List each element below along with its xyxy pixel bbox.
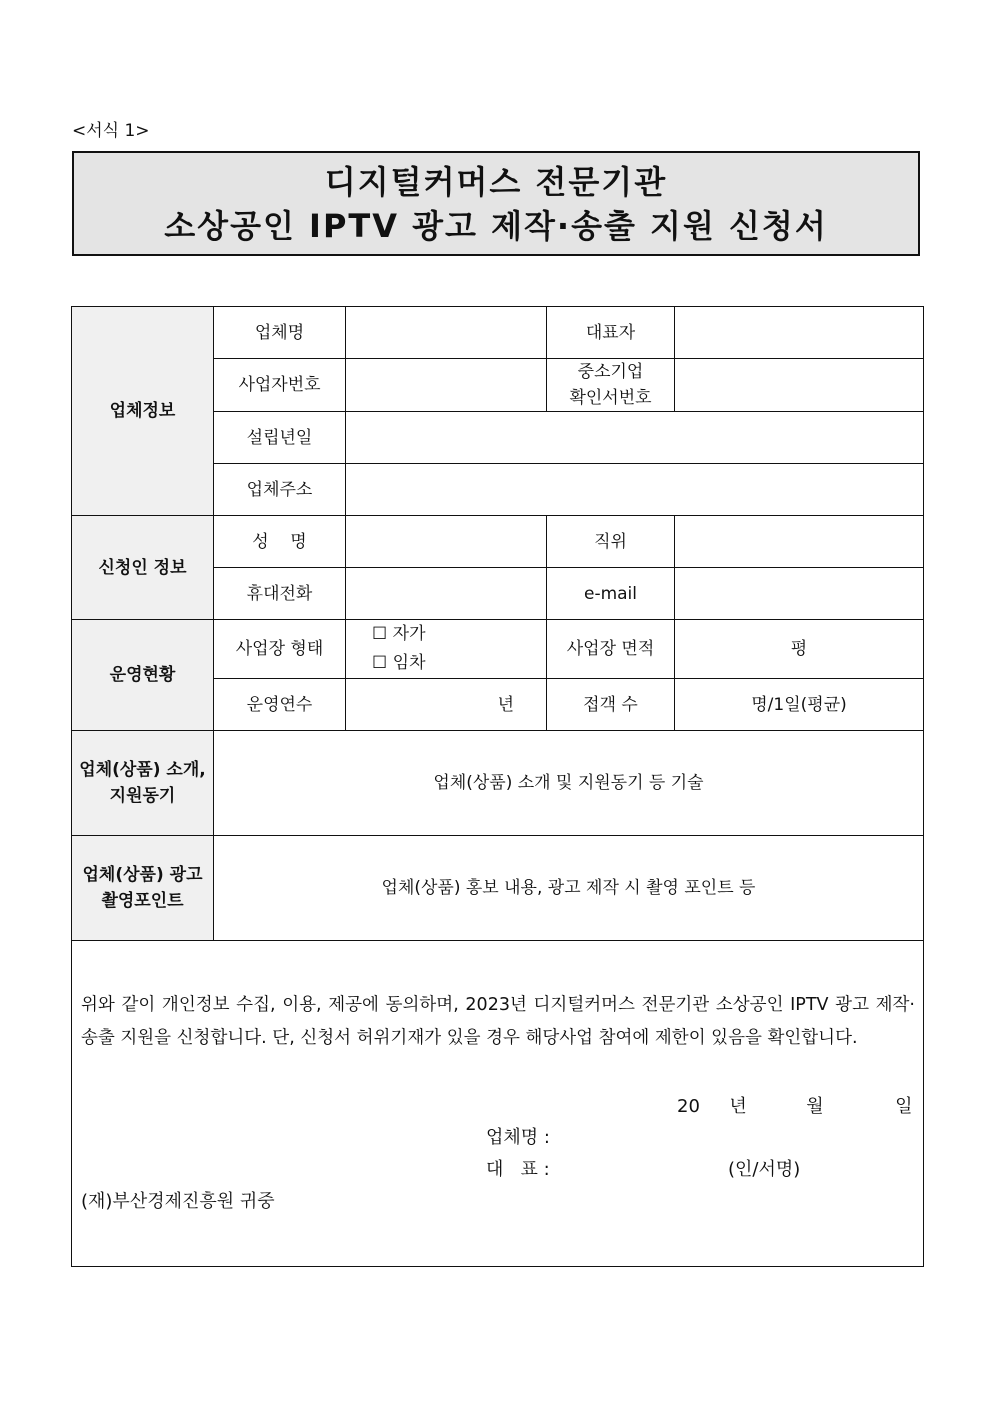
input-address[interactable] <box>346 464 924 516</box>
title-line-1: 디지털커머스 전문기관 <box>324 162 668 201</box>
section-company-info: 업체정보 <box>72 307 214 516</box>
seal-signature[interactable]: (인/서명) <box>728 1159 801 1180</box>
input-representative[interactable] <box>675 307 924 359</box>
input-position[interactable] <box>675 516 924 568</box>
rep-sign-label: 대 표 : <box>486 1159 550 1180</box>
label-workplace-type: 사업장 형태 <box>214 620 346 679</box>
option-lease-label: 임차 <box>392 653 426 673</box>
section-applicant-info: 신청인 정보 <box>72 516 214 620</box>
title-box <box>72 151 920 256</box>
ad-placeholder: 업체(상품) 홍보 내용, 광고 제작 시 촬영 포인트 등 <box>381 878 756 898</box>
section-intro-line-1: 업체(상품) 소개, <box>79 760 206 780</box>
label-representative: 대표자 <box>547 307 675 359</box>
section-intro <box>72 731 214 836</box>
years-unit: 년 <box>497 694 514 715</box>
date-year: 20 <box>677 1096 700 1117</box>
customers-unit: 명/1일(평균) <box>751 694 847 715</box>
intro-placeholder: 업체(상품) 소개 및 지원동기 등 기술 <box>433 773 704 793</box>
area-unit: 평 <box>790 639 808 659</box>
input-email[interactable] <box>675 568 924 620</box>
recipient: (재)부산경제진흥원 귀중 <box>81 1191 275 1212</box>
label-customers: 접객 수 <box>547 679 675 731</box>
input-founded[interactable] <box>346 412 924 464</box>
section-ad-line-1: 업체(상품) 광고 <box>82 865 203 885</box>
input-years-operated[interactable] <box>346 679 547 731</box>
label-name: 성 명 <box>214 516 346 568</box>
date-year-unit: 년 <box>729 1096 747 1117</box>
declaration-text: 위와 같이 개인정보 수집, 이용, 제공에 동의하며, 2023년 디지털커머스 전문기관 소상공인 IPTV 광고 제작·송출 지원을 신청합니다. 단, 신청서 허위기재가 있을 경우 해당사업 참여에 제한이 있음을 확인합니다. <box>81 995 915 1048</box>
option-own[interactable] <box>372 620 546 649</box>
label-email: e-mail <box>547 568 675 620</box>
input-sme-certificate[interactable] <box>675 359 924 412</box>
title-line-2: 소상공인 IPTV 광고 제작·송출 지원 신청서 <box>164 206 828 245</box>
company-sign-label: 업체명 : <box>486 1127 550 1148</box>
label-sme-line-1: 중소기업 <box>577 362 644 382</box>
label-years-operated: 운영연수 <box>214 679 346 731</box>
form-number-label: <서식 1> <box>72 121 150 141</box>
label-business-number: 사업자번호 <box>214 359 346 412</box>
section-operation-status: 운영현황 <box>72 620 214 731</box>
declaration-block <box>72 941 924 1267</box>
option-own-label: 자가 <box>392 624 426 644</box>
date-line <box>677 1094 912 1120</box>
label-founded: 설립년일 <box>214 412 346 464</box>
input-workplace-area[interactable] <box>675 620 924 679</box>
date-month-unit: 월 <box>806 1096 824 1117</box>
label-address: 업체주소 <box>214 464 346 516</box>
input-name[interactable] <box>346 516 547 568</box>
input-company-name[interactable] <box>346 307 547 359</box>
label-sme-line-2: 확인서번호 <box>569 388 652 408</box>
label-workplace-area: 사업장 면적 <box>547 620 675 679</box>
input-mobile[interactable] <box>346 568 547 620</box>
section-ad-points <box>72 836 214 941</box>
input-customers[interactable] <box>675 679 924 731</box>
label-sme-certificate <box>547 359 675 412</box>
workplace-type-options <box>346 620 547 679</box>
input-business-number[interactable] <box>346 359 547 412</box>
label-mobile: 휴대전화 <box>214 568 346 620</box>
label-position: 직위 <box>547 516 675 568</box>
checkbox-own-icon[interactable]: ☐ <box>372 624 388 644</box>
date-day-unit: 일 <box>895 1096 913 1117</box>
input-intro[interactable] <box>214 731 924 836</box>
section-intro-line-2: 지원동기 <box>109 786 176 806</box>
label-company-name: 업체명 <box>214 307 346 359</box>
option-lease[interactable] <box>372 649 546 678</box>
input-ad-points[interactable] <box>214 836 924 941</box>
application-form-table <box>71 306 924 1267</box>
section-ad-line-2: 촬영포인트 <box>101 891 184 911</box>
checkbox-lease-icon[interactable]: ☐ <box>372 653 388 673</box>
